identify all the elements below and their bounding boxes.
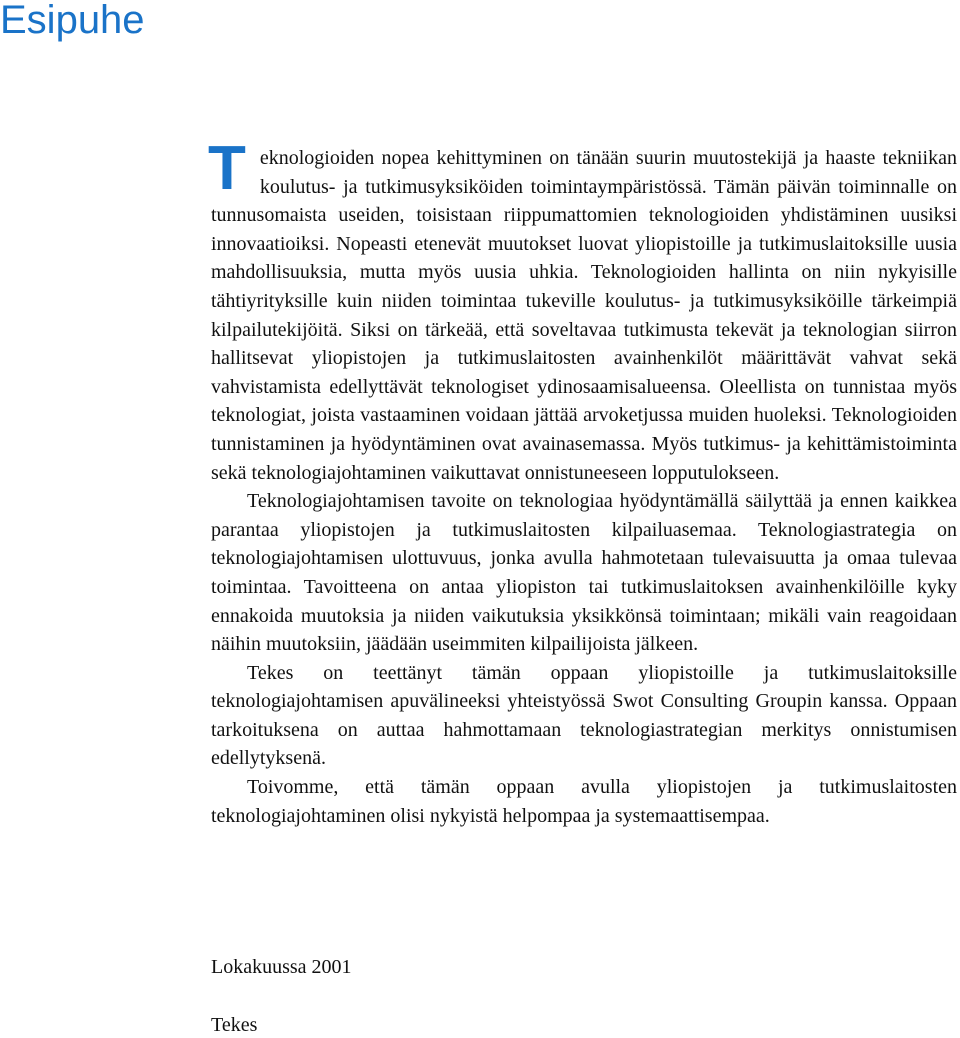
preface-body (208, 134, 957, 830)
paragraph-4: Toivomme, että tämän oppaan avulla yliopistojen ja tutkimuslaitosten teknologiajohtaminen olisi nykyistä helpompaa ja systemaattisempaa. (211, 776, 957, 827)
page-title: Esipuhe (0, 0, 145, 42)
paragraph-1 (208, 134, 957, 487)
paragraph-2: Teknologiajohtamisen tavoite on teknologiaa hyödyntämällä säilyttää ja ennen kaikkea parantaa yliopistojen ja tutkimuslaitosten kilpailuasemaa. Teknologiastrategia on teknologiajohtamisen ulottuvuus, jonka avulla hahmotetaan tulevaisuutta ja omaa tulevaa toimintaa. Tavoitteena on antaa yliopiston tai tutkimuslaitoksen avainhenkilöille kyky ennakoida muutoksia ja niiden vaikutuksia yksikkönsä toimintaan; mikäli vain reagoidaan näihin muutoksiin, jäädään useimmiten kilpailijoista jälkeen. (211, 490, 957, 656)
drop-cap: T (208, 134, 246, 203)
paragraph-1-text: eknologioiden nopea kehittyminen on tänään suurin muutostekijä ja haaste tekniikan koulutus- ja tutkimusyksiköiden toimintaympäristössä. Tämän päivän toiminnalle on tunnusomaista useiden, toisistaan riippumattomien teknologioiden yhdistäminen uusiksi innovaatioiksi. Nopeasti etenevät muutokset luovat yliopistoille ja tutkimuslaitoksille uusia mahdollisuuksia, mutta myös uusia uhkia. Teknologioiden hallinta on niin nykyisille tähtiyrityksille kuin niiden toimintaa tukeville koulutus- ja tutkimusyksiköille tärkeimpiä kilpailutekijöitä. Siksi on tärkeää, että soveltavaa tutkimusta tekevät ja teknologian siirron hallitsevat yliopistojen ja tutkimuslaitosten avainhenkilöt määrittävät vahvat sekä vahvistamista edellyttävät teknologiset ydinosaamisalueensa. Oleellista on tunnistaa myös teknologiat, joista vastaaminen voidaan jättää arvoketjussa muiden huoleksi. Teknologioiden tunnistaminen ja hyödyntäminen ovat avainasemassa. Myös tutkimus- ja kehittämistoiminta sekä teknologiajohtaminen vaikuttavat onnistuneeseen lopputulokseen. (211, 147, 957, 484)
signature: Tekes (211, 1014, 258, 1036)
paragraph-3: Tekes on teettänyt tämän oppaan yliopistoille ja tutkimuslaitoksille teknologiajohtamisen apuvälineeksi yhteistyössä Swot Consulting Groupin kanssa. Oppaan tarkoituksena on auttaa hahmottamaan teknologiastrategian merkitys onnistumisen edellytyksenä. (211, 661, 957, 770)
date-line: Lokakuussa 2001 (211, 956, 352, 978)
